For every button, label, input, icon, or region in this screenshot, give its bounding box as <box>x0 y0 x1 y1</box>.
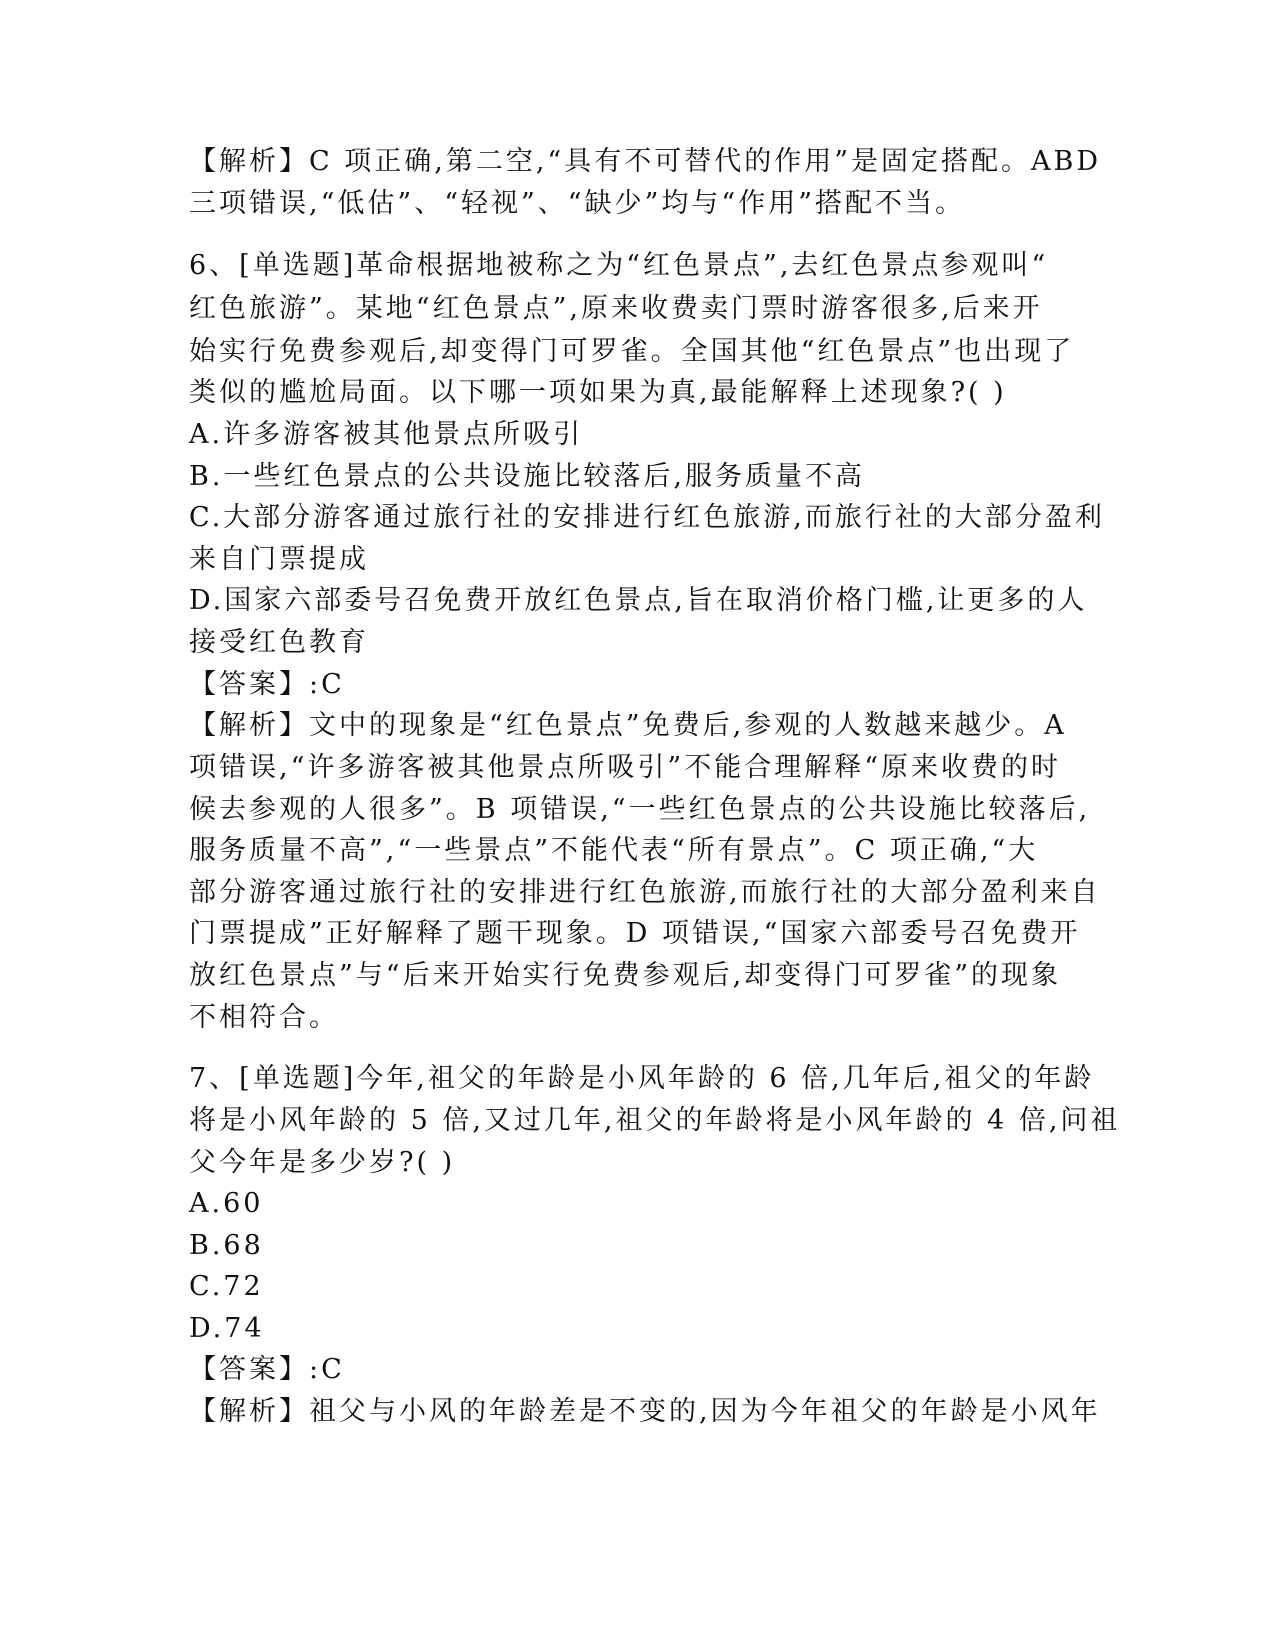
q7-option-b: B.68 <box>189 1230 264 1261</box>
q7-stem-line-1: 7、[单选题]今年,祖父的年龄是小风年龄的 6 倍,几年后,祖父的年龄 <box>189 1063 1095 1094</box>
q7-analysis-line-1: 【解析】祖父与小风的年龄差是不变的,因为今年祖父的年龄是小风年 <box>189 1396 1101 1427</box>
q6-stem-line-3: 始实行免费参观后,却变得门可罗雀。全国其他“红色景点”也出现了 <box>189 336 1075 367</box>
q5-analysis-line-2: 三项错误,“低估”、“轻视”、“缺少”均与“作用”搭配不当。 <box>189 188 966 219</box>
q6-stem-line-1: 6、[单选题]革命根据地被称之为“红色景点”,去红色景点参观叫“ <box>189 250 1049 281</box>
q6-option-c-cont: 来自门票提成 <box>189 544 369 575</box>
q6-option-d: D.国家六部委号召免费开放红色景点,旨在取消价格门槛,让更多的人 <box>189 585 1088 616</box>
q6-analysis-line-5: 部分游客通过旅行社的安排进行红色旅游,而旅行社的大部分盈利来自 <box>189 877 1101 908</box>
q6-analysis-line-8: 不相符合。 <box>189 1002 339 1033</box>
q6-analysis-line-7: 放红色景点”与“后来开始实行免费参观后,却变得门可罗雀”的现象 <box>189 960 1061 991</box>
q6-stem-line-4: 类似的尴尬局面。以下哪一项如果为真,最能解释上述现象?( ) <box>189 377 1007 408</box>
q6-analysis-line-3: 候去参观的人很多”。B 项错误,“一些红色景点的公共设施比较落后, <box>189 794 1091 825</box>
q6-option-c: C.大部分游客通过旅行社的安排进行红色旅游,而旅行社的大部分盈利 <box>189 502 1105 533</box>
q6-stem-line-2: 红色旅游”。某地“红色景点”,原来收费卖门票时游客很多,后来开 <box>189 293 1043 324</box>
q6-analysis-line-6: 门票提成”正好解释了题干现象。D 项错误,“国家六部委号召免费开 <box>189 918 1081 949</box>
q5-analysis-line-1: 【解析】C 项正确,第二空,“具有不可替代的作用”是固定搭配。ABD <box>189 146 1101 177</box>
q6-option-d-cont: 接受红色教育 <box>189 627 369 658</box>
q7-option-a: A.60 <box>189 1188 264 1219</box>
q6-analysis-line-1: 【解析】文中的现象是“红色景点”免费后,参观的人数越来越少。A <box>189 710 1067 741</box>
q6-option-a: A.许多游客被其他景点所吸引 <box>189 419 584 450</box>
q7-option-d: D.74 <box>189 1313 265 1344</box>
q6-analysis-line-2: 项错误,“许多游客被其他景点所吸引”不能合理解释“原来收费的时 <box>189 752 1061 783</box>
q7-answer: 【答案】:C <box>189 1354 345 1385</box>
q6-option-b: B.一些红色景点的公共设施比较落后,服务质量不高 <box>189 461 866 492</box>
q7-stem-line-3: 父今年是多少岁?( ) <box>189 1147 456 1178</box>
q7-stem-line-2: 将是小风年龄的 5 倍,又过几年,祖父的年龄将是小风年龄的 4 倍,问祖 <box>189 1105 1121 1136</box>
q6-analysis-line-4: 服务质量不高”,“一些景点”不能代表“所有景点”。C 项正确,“大 <box>189 835 1039 866</box>
q6-answer: 【答案】:C <box>189 669 345 700</box>
q7-option-c: C.72 <box>189 1271 264 1302</box>
